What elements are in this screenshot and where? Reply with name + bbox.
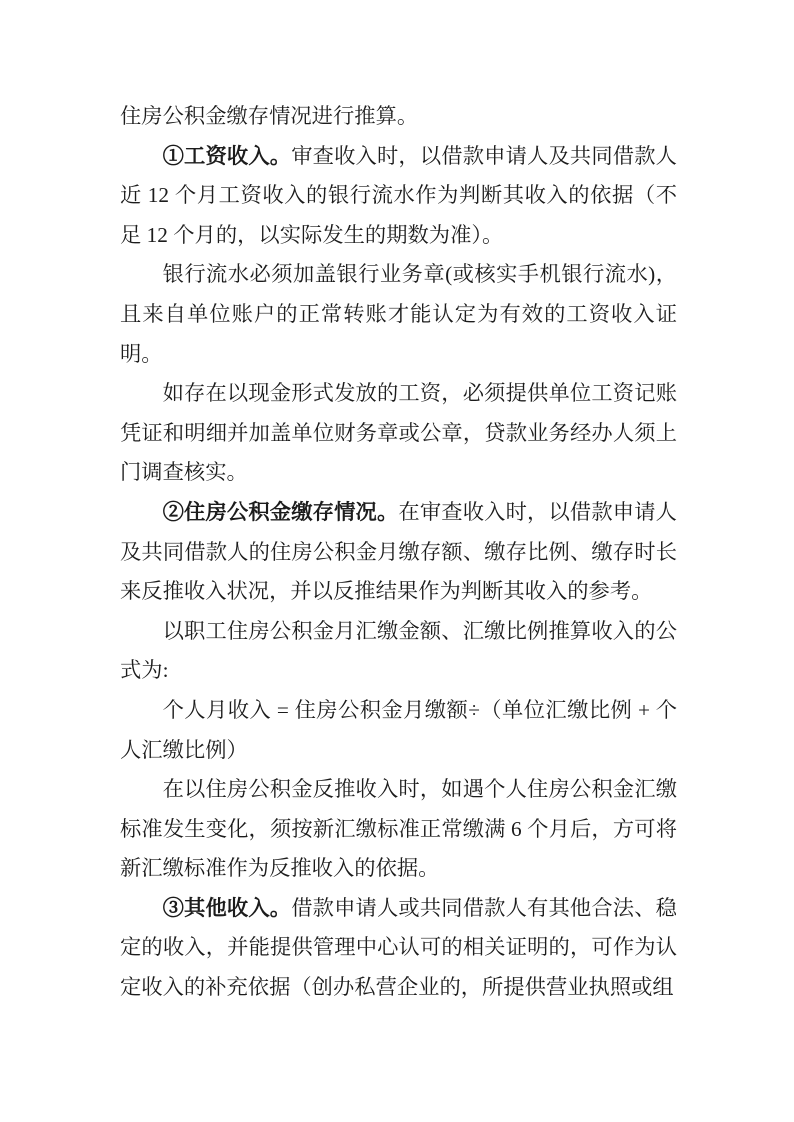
paragraph-wage-income bbox=[120, 137, 677, 256]
paragraph-lead-3: ③其他收入。 bbox=[162, 895, 292, 920]
paragraph-standard-change bbox=[120, 770, 677, 889]
paragraph-text: 个人月收入 = 住房公积金月缴额÷（单位汇缴比例 + 个人汇缴比例） bbox=[120, 697, 677, 762]
paragraph-text: 以职工住房公积金月汇缴金额、汇缴比例推算收入的公式为: bbox=[120, 618, 677, 683]
paragraph-lead-1: ①工资收入。 bbox=[162, 143, 292, 168]
paragraph-other-income bbox=[120, 889, 677, 1008]
paragraph-formula-intro bbox=[120, 612, 677, 691]
paragraph-lead-2: ②住房公积金缴存情况。 bbox=[162, 499, 399, 524]
paragraph-text: 在审查收入时，以借款申请人及共同借款人的住房公积金月缴存额、缴存比例、缴存时长来反推收入状况，并以反推结果作为判断其收入的参考。 bbox=[120, 499, 677, 604]
paragraph-text: 在以住房公积金反推收入时，如遇个人住房公积金汇缴标准发生变化，须按新汇缴标准正常缴满 6 个月后，方可将新汇缴标准作为反推收入的依据。 bbox=[120, 777, 677, 881]
paragraph-text: 借款申请人或共同借款人有其他合法、稳定的收入，并能提供管理中心认可的相关证明的，可作为认定收入的补充依据（创办私营企业的，所提供营业执照或组 bbox=[120, 895, 677, 1000]
paragraph-text: 如存在以现金形式发放的工资，必须提供单位工资记账凭证和明细并加盖单位财务章或公章，贷款业务经办人须上门调查核实。 bbox=[120, 381, 677, 485]
paragraph-formula bbox=[120, 691, 677, 770]
paragraph-fund-deposit bbox=[120, 493, 677, 612]
paragraph-continuation bbox=[120, 97, 677, 137]
document-body bbox=[120, 97, 677, 1008]
paragraph-text: 住房公积金缴存情况进行推算。 bbox=[120, 104, 419, 128]
paragraph-cash-wage bbox=[120, 374, 677, 493]
paragraph-text: 审查收入时，以借款申请人及共同借款人近 12 个月工资收入的银行流水作为判断其收入的依据（不足 12 个月的，以实际发生的期数为准）。 bbox=[120, 143, 677, 247]
paragraph-bank-statement bbox=[120, 255, 677, 374]
paragraph-text: 银行流水必须加盖银行业务章(或核实手机银行流水)，且来自单位账户的正常转账才能认定为有效的工资收入证明。 bbox=[120, 262, 677, 366]
